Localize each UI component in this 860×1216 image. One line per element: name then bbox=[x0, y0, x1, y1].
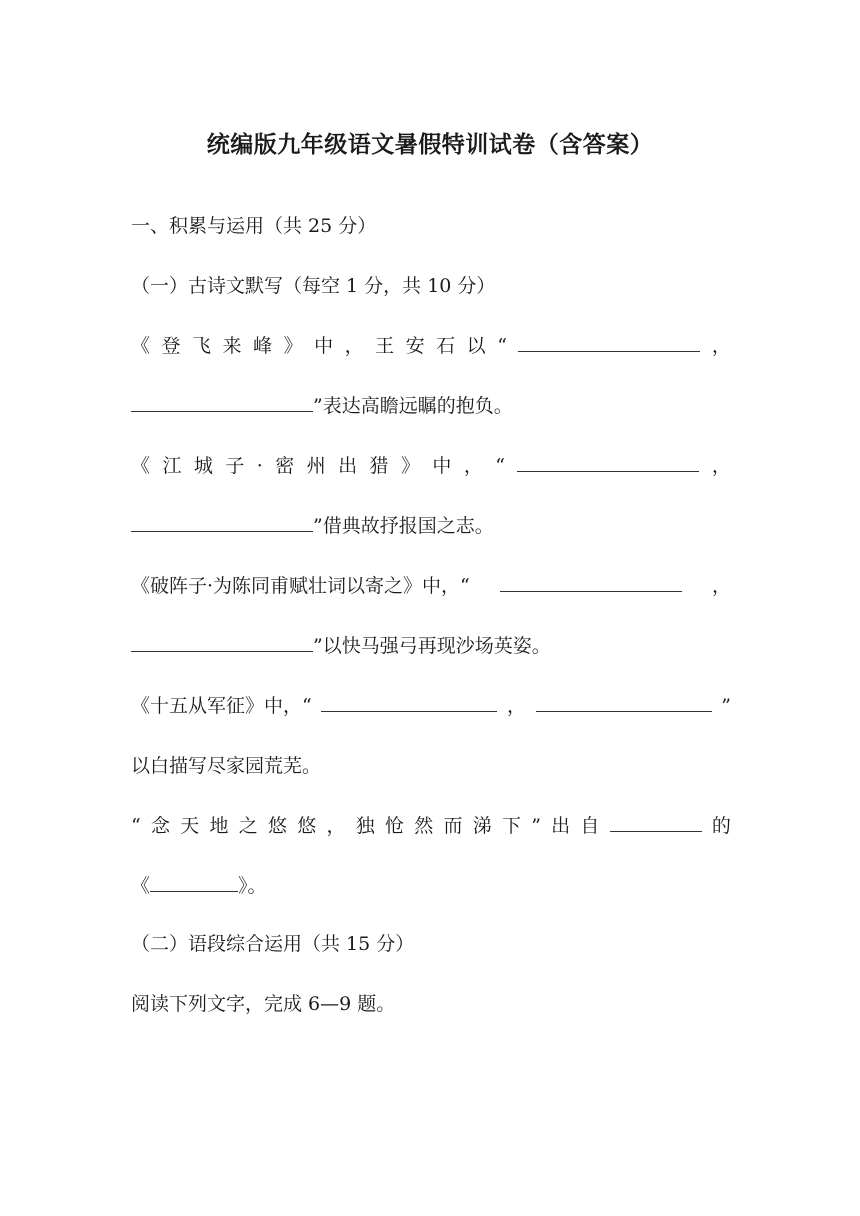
reading-instruction: 阅读下列文字，完成 6—9 题。 bbox=[131, 993, 396, 1015]
q1-char: 《 bbox=[131, 335, 151, 357]
question-4-line-1 bbox=[131, 692, 731, 720]
q5-char: ， bbox=[326, 815, 346, 837]
section-heading-1: 一、积累与运用（共 25 分） bbox=[131, 215, 377, 237]
subsection-heading-2: （二）语段综合运用（共 15 分） bbox=[131, 933, 415, 955]
q1-char: 中 bbox=[314, 335, 334, 357]
q5-char: 念 bbox=[150, 815, 170, 837]
q2-ending: ”借典故抒报国之志。 bbox=[313, 515, 494, 537]
answer-blank[interactable] bbox=[536, 693, 712, 712]
q1-char: 安 bbox=[405, 335, 425, 357]
q3-comma: ， bbox=[711, 575, 731, 597]
q2-char: ， bbox=[463, 455, 483, 477]
q2-char: 》 bbox=[400, 455, 420, 477]
question-3-line-1 bbox=[131, 572, 731, 600]
q1-char: 峰 bbox=[253, 335, 273, 357]
question-2-line-2 bbox=[131, 512, 731, 540]
q5-char: 涕 bbox=[472, 815, 492, 837]
q5-char: 出 bbox=[551, 815, 571, 837]
q1-char: 登 bbox=[161, 335, 181, 357]
q2-char: · bbox=[256, 455, 263, 477]
answer-blank[interactable] bbox=[131, 513, 313, 532]
q5-char: 而 bbox=[443, 815, 463, 837]
q3-ending: ”以快马强弓再现沙场英姿。 bbox=[313, 635, 551, 657]
q1-comma: ， bbox=[711, 335, 731, 357]
q5-char: 下 bbox=[501, 815, 521, 837]
q2-char: 子 bbox=[225, 455, 245, 477]
question-1-line-2 bbox=[131, 392, 731, 420]
q1-char: 王 bbox=[375, 335, 395, 357]
answer-blank[interactable] bbox=[517, 453, 699, 472]
question-5-line-2 bbox=[131, 872, 731, 900]
q1-char: 来 bbox=[222, 335, 242, 357]
q5-char: 天 bbox=[180, 815, 200, 837]
answer-blank[interactable] bbox=[131, 633, 313, 652]
q1-char: 》 bbox=[283, 335, 303, 357]
q5-char: 悠 bbox=[267, 815, 287, 837]
q2-char: 江 bbox=[162, 455, 182, 477]
question-3-line-2 bbox=[131, 632, 731, 660]
question-5-line-1 bbox=[131, 812, 731, 840]
answer-blank[interactable] bbox=[500, 573, 682, 592]
q5-char: 然 bbox=[414, 815, 434, 837]
q5-char: 地 bbox=[209, 815, 229, 837]
q1-char: 以 bbox=[466, 335, 486, 357]
q2-char: 中 bbox=[432, 455, 452, 477]
q2-char: 州 bbox=[306, 455, 326, 477]
q3-prefix: 《破阵子·为陈同甫赋壮词以寄之》中，“ bbox=[131, 575, 470, 597]
q5-suffix: 的 bbox=[711, 815, 731, 837]
q2-char: 城 bbox=[193, 455, 213, 477]
q1-char: 石 bbox=[436, 335, 456, 357]
q4-quote: ” bbox=[721, 695, 731, 717]
question-4-line-2: 以白描写尽家园荒芜。 bbox=[131, 755, 322, 777]
q5-char: ” bbox=[531, 815, 541, 837]
q5-char: 自 bbox=[580, 815, 600, 837]
question-1-line-1 bbox=[131, 332, 731, 360]
answer-blank[interactable] bbox=[321, 693, 497, 712]
q2-char: 出 bbox=[338, 455, 358, 477]
q5-char: 之 bbox=[238, 815, 258, 837]
q4-comma: ， bbox=[506, 695, 526, 717]
q1-ending: ”表达高瞻远瞩的抱负。 bbox=[313, 395, 513, 417]
q1-char: “ bbox=[497, 335, 507, 357]
q1-char: ， bbox=[344, 335, 364, 357]
q2-char: 密 bbox=[275, 455, 295, 477]
exam-title: 统编版九年级语文暑假特训试卷（含答案） bbox=[206, 132, 654, 158]
answer-blank[interactable] bbox=[150, 873, 238, 892]
answer-blank[interactable] bbox=[610, 813, 702, 832]
q2-char: 猎 bbox=[369, 455, 389, 477]
answer-blank[interactable] bbox=[131, 393, 313, 412]
subsection-heading-1: （一）古诗文默写（每空 1 分，共 10 分） bbox=[131, 275, 496, 297]
q2-char: “ bbox=[495, 455, 505, 477]
q1-char: 飞 bbox=[192, 335, 212, 357]
q4-prefix: 《十五从军征》中，“ bbox=[131, 695, 312, 717]
q5-char: 怆 bbox=[384, 815, 404, 837]
q5-char: “ bbox=[131, 815, 141, 837]
q5-book-close: 》。 bbox=[238, 875, 267, 897]
q2-comma: ， bbox=[711, 455, 731, 477]
answer-blank[interactable] bbox=[518, 333, 700, 352]
q5-char: 独 bbox=[355, 815, 375, 837]
question-2-line-1 bbox=[131, 452, 731, 480]
q5-char: 悠 bbox=[297, 815, 317, 837]
q2-char: 《 bbox=[131, 455, 151, 477]
q5-book-open: 《 bbox=[131, 875, 151, 897]
